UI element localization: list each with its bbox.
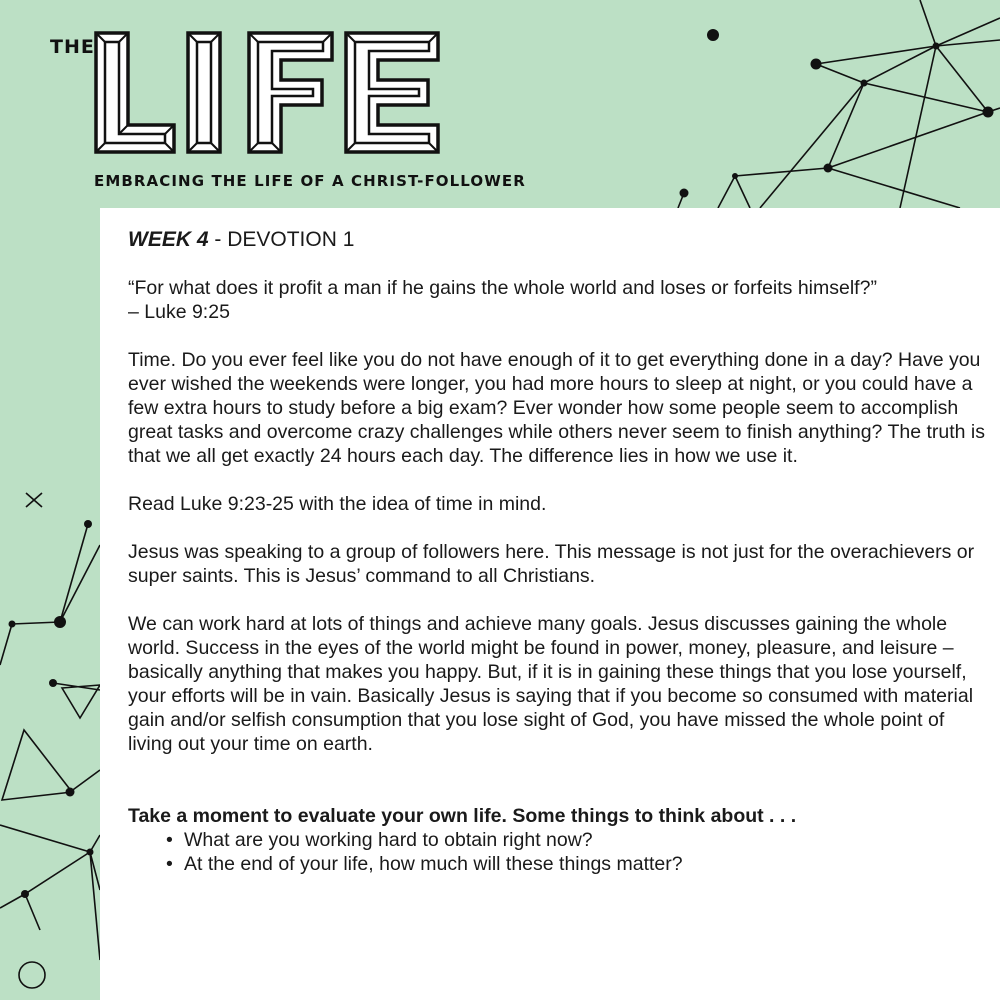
reflection-prompt: Take a moment to evaluate your own life. Some things to think about . . . (128, 805, 797, 827)
list-item: • At the end of your life, how much will these things matter? (166, 852, 993, 876)
list-item: • What are you working hard to obtain right now? (166, 828, 993, 852)
paragraph-time: Time. Do you ever feel like you do not have enough of it to get everything done in a day? Have you ever wished the weekends were longer, you had more hours to sleep at night, or you could have a few extra hours to study before a big exam? Ever wonder how some people seem to accomplish great tasks and overcome crazy challenges while others never seem to finish anything? The truth is that we all get exactly 24 hours each day. The difference lies in how we use it. (128, 349, 986, 467)
week-label: WEEK 4 (128, 228, 209, 251)
devotion-content (128, 228, 993, 876)
life-logo (92, 30, 442, 156)
paragraph-work-hard: We can work hard at lots of things and achieve many goals. Jesus discusses gaining the whole world. Success in the eyes of the world might be found in power, money, pleasure, and leisure – basically anything that makes you happy. But, if it is in gaining these things that you lose yourself, your efforts will be in vain. Basically Jesus is saying that if you become so consumed with material gain and/or selfish consumption that you lose sight of God, you have missed the whole point of living out your time on earth. (128, 613, 974, 755)
paragraph-followers: Jesus was speaking to a group of followers here. This message is not just for the overachievers or super saints. This is Jesus’ command to all Christians. (128, 541, 975, 587)
scripture-quote: “For what does it profit a man if he gains the whole world and loses or forfeits himself?” (128, 277, 877, 299)
devotion-heading (128, 228, 993, 252)
reflection-questions (128, 828, 993, 876)
tagline: EMBRACING THE LIFE OF A CHRIST-FOLLOWER (94, 172, 526, 190)
paragraph-read: Read Luke 9:23-25 with the idea of time in mind. (128, 493, 547, 515)
scripture-reference: – Luke 9:25 (128, 301, 230, 323)
heading-separator: - (208, 228, 228, 251)
logo-the-text: THE (50, 36, 95, 58)
devotion-label: DEVOTION 1 (227, 228, 355, 251)
